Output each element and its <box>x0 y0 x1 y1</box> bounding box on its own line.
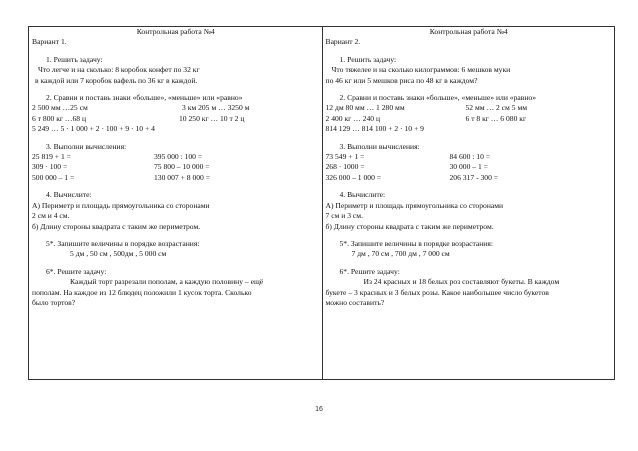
task-6-heading: 6*. Решите задачу: <box>339 266 400 276</box>
calc-row <box>32 173 320 183</box>
variant-2-column <box>322 27 615 379</box>
task-6-heading: 6*. Решите задачу: <box>46 266 107 276</box>
comparison-row <box>326 103 613 113</box>
comparison-item: 52 мм … 2 см 5 мм <box>465 103 528 113</box>
task-3-heading: 3. Выполни вычисления: <box>46 141 127 151</box>
task-5-heading: 5*. Запишите величины в порядке возрастания: <box>339 238 493 248</box>
task-6-text: пополам. На каждое из 12 блюдец положили 1 кусок торта. Сколько <box>32 287 252 297</box>
calc-row <box>326 152 613 162</box>
calc-item: 500 000 – 1 = <box>32 172 75 182</box>
comparison-item: 5 249 … 5 · 1 000 + 2 · 100 + 9 · 10 + 4 <box>32 124 155 134</box>
calc-row <box>32 162 320 172</box>
calc-item: 73 549 + 1 = <box>325 152 365 162</box>
task-4-heading: 4. Вычислите: <box>46 190 92 200</box>
comparison-item: 814 129 … 814 100 + 2 · 10 + 9 <box>325 124 424 134</box>
variant-1-column <box>29 27 322 379</box>
task-4-text: А) Периметр и площадь прямоугольника со сторонами <box>325 200 504 210</box>
comparison-item: 2 400 кг … 240 ц <box>325 113 381 123</box>
task-6-text: Каждый торт разрезали пополам, а каждую половину – ещё <box>70 277 264 287</box>
column-title: Контрольная работа №4 <box>136 27 215 36</box>
comparison-row <box>32 103 320 113</box>
variant-label: Вариант 1. <box>32 37 67 47</box>
task-1-text: в каждой или 7 коробок вафель по 36 кг в каждой. <box>35 75 198 85</box>
column-title: Контрольная работа №4 <box>429 27 508 36</box>
task-6-text: Из 24 красных и 18 белых роз составляют букеты. В каждом <box>363 277 560 287</box>
task-6-text: можно составить? <box>325 297 385 307</box>
task-5-values: 7 дм , 70 см , 700 дм , 7 000 см <box>351 249 450 259</box>
comparison-item: 6 т 800 кг …68 ц <box>32 113 87 123</box>
task-4-text: б) Длину стороны квадрата с таким же периметром. <box>32 221 201 231</box>
calc-row <box>326 173 613 183</box>
calc-item: 206 317 - 300 = <box>449 172 499 182</box>
calc-item: 309 · 100 = <box>32 162 68 172</box>
task-2-heading: 2. Сравни и поставь знаки «больше», «меньше» или «равно» <box>46 93 243 103</box>
page-number: 16 <box>315 406 323 413</box>
comparison-item: 12 дм 80 мм … 1 280 мм <box>325 103 405 113</box>
task-2-heading: 2. Сравни и поставь знаки «больше», «меньше» или «равно» <box>339 93 536 103</box>
task-1-text: по 46 кг или 5 мешков риса по 48 кг в каждом? <box>325 75 478 85</box>
calc-item: 25 819 + 1 = <box>32 152 71 162</box>
calc-row <box>32 152 320 162</box>
calc-item: 395 000 : 100 = <box>154 152 203 162</box>
variant-label: Вариант 2. <box>325 37 361 47</box>
calc-item: 268 · 1000 = <box>325 162 365 172</box>
task-4-text: А) Периметр и площадь прямоугольника со сторонами <box>32 200 210 210</box>
calc-item: 326 000 – 1 000 = <box>325 172 382 182</box>
task-1-text: Что легче и на сколько: 8 коробок конфет по 32 кг <box>38 65 200 75</box>
task-4-text: 7 см и 3 см. <box>325 211 364 221</box>
task-5-values: 5 дм , 50 см , 500дм , 5 000 см <box>70 249 167 259</box>
task-1-text: Что тяжелее и на сколько килограммов: 6 мешков муки <box>331 65 511 75</box>
comparison-row <box>326 114 613 124</box>
task-5-heading: 5*. Запишите величины в порядке возрастания: <box>46 238 200 248</box>
task-6-text: было тортов? <box>32 297 76 307</box>
calc-item: 84 600 : 10 = <box>449 152 491 162</box>
calc-row <box>326 162 613 172</box>
task-1-heading: 1. Решить задачу: <box>339 54 397 64</box>
test-sheet <box>28 26 615 380</box>
task-1-heading: 1. Решить задачу: <box>46 54 103 64</box>
task-6-text: букете – 3 красных и 3 белых розы. Какое наибольшее число букетов <box>325 287 549 297</box>
comparison-row <box>32 114 320 124</box>
calc-item: 75 800 – 10 000 = <box>154 162 210 172</box>
comparison-item: 2 500 мм …25 см <box>32 103 88 113</box>
comparison-item: 10 250 кг … 10 т 2 ц <box>179 113 245 123</box>
task-3-heading: 3. Выполни вычисления: <box>339 141 420 151</box>
comparison-item: 6 т 8 кг … 6 080 кг <box>465 113 527 123</box>
comparison-item: 3 км 205 м … 3250 м <box>182 103 250 113</box>
calc-item: 30 000 – 1 = <box>449 162 488 172</box>
task-4-heading: 4. Вычислите: <box>339 190 386 200</box>
calc-item: 130 007 + 8 000 = <box>154 172 211 182</box>
task-4-text: б) Длину стороны квадрата с таким же периметром. <box>325 221 494 231</box>
task-4-text: 2 см и 4 см. <box>32 211 70 221</box>
